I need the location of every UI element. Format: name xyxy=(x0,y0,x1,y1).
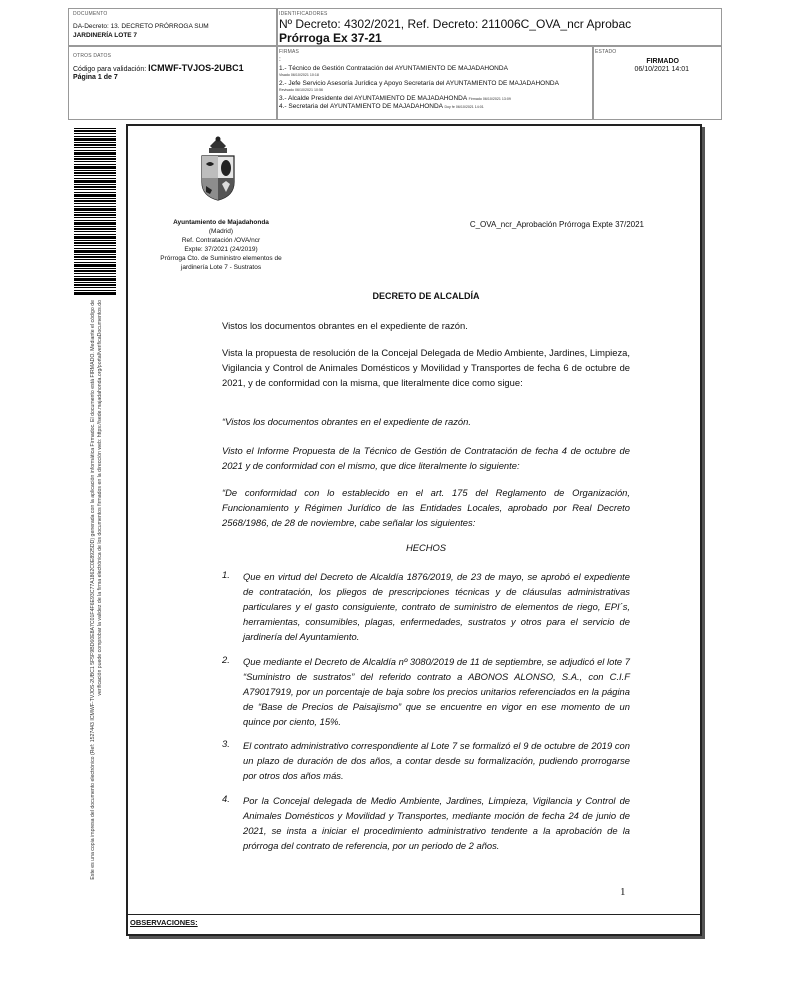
barcode-image xyxy=(74,128,116,296)
hechos-heading: HECHOS xyxy=(405,542,447,553)
organization-block xyxy=(148,218,294,272)
hecho-4-text: Por la Concejal delegada de Medio Ambiente, Jardines, Limpieza, Vigilancia y Control de Animales Domésticos y Movilidad y Transportes, mediante moción de fecha 24 de junio de 2021, se insta a iniciar el procedimiento administrativo tendente a la aprobación de la prórroga del contrato de referencia, por un periodo de 2 años. xyxy=(243,795,630,851)
side-note-line1: Este es una copia impresa del documento electrónico (Ref: 1527443 ICMWF-TVJOS-2UBC1 5F5F9BD60E8A7C01F4F6E93C77A1862C0E8925DD) generada con la aplicación informática Firmadoc. El documento está FIRMADO. Mediante el código de xyxy=(90,300,96,880)
otros-datos-box xyxy=(68,46,278,120)
firmas-colon: : xyxy=(279,56,281,63)
otros-label: OTROS DATOS xyxy=(73,53,112,59)
documento-box xyxy=(68,8,278,46)
firmas-label: FIRMAS xyxy=(279,49,300,55)
side-note-line2: verificación puede comprobar la validez de la firma electrónica de los documentos firmados en la dirección web: https://sede.majadahonda.org/portal/verificaDocumentos.do xyxy=(97,300,103,696)
coat-of-arms-icon xyxy=(196,134,240,204)
firma-4-sub: Doy fe 06/10/2021 14:01 xyxy=(444,105,484,109)
estado-label: ESTADO xyxy=(595,49,617,55)
org-line1: Ayuntamiento de Majadahonda xyxy=(173,219,269,226)
hecho-1-number: 1. xyxy=(222,569,230,580)
firma-4-text: 4.- Secretaria del AYUNTAMIENTO DE MAJADAHONDA xyxy=(279,103,443,110)
hecho-4-number: 4. xyxy=(222,793,230,804)
paragraph-1: Vistos los documentos obrantes en el expediente de razón. xyxy=(222,320,468,331)
paragraph-3: “Vistos los documentos obrantes en el expediente de razón. xyxy=(222,416,471,427)
documento-line1: DA-Decreto: 13. DECRETO PRÓRROGA SUM xyxy=(73,23,209,30)
org-line5: Prórroga Cto. de Suministro elementos de xyxy=(160,255,282,262)
documento-label: DOCUMENTO xyxy=(73,11,108,17)
org-line2: (Madrid) xyxy=(208,228,234,235)
hecho-1-text: Que en virtud del Decreto de Alcaldía 1876/2019, de 23 de mayo, se aprobó el expediente de contratación, los pliegos de prescripciones técnicas y de cláusulas administrativas particulares y el gasto consiguiente, contrato de suministro de elementos de riego, EPI´s, herramientas, consumibles, plagas, enfermedades, sustratos y otros para el servicio de jardinería del Ayuntamiento. xyxy=(243,571,630,642)
hecho-2-number: 2. xyxy=(222,654,230,665)
estado-date: 06/10/2021 14:01 xyxy=(634,66,689,73)
firma-2-sub: Revisado 06/10/2021 10:56 xyxy=(279,88,323,92)
decreto-number: Nº Decreto: 4302/2021, Ref. Decreto: 211006C_OVA_ncr Aprobac xyxy=(279,17,632,31)
hecho-2-text: Que mediante el Decreto de Alcaldía nº 3080/2019 de 11 de septiembre, se adjudicó el lote 7 “Suministro de sustratos” del referido contrato a ABONOS ALONSO, S.A., con C.I.F A79017919, por un porcentaje de baja sobre los precios unitarios referenciados en la página de “Base de Precios de Paisajismo” que se encuentre en vigor en ese momento de un quince por ciento, 15%. xyxy=(243,656,630,727)
estado-box xyxy=(592,46,722,120)
hecho-3-number: 3. xyxy=(222,738,230,749)
firma-1 xyxy=(279,65,508,79)
side-verification-note xyxy=(44,300,114,970)
paragraph-2: Vista la propuesta de resolución de la Concejal Delegada de Medio Ambiente, Jardines, Limpieza, Vigilancia y Control de Animales Domésticos y Movilidad y Transportes de fecha 6 de octubre de 2021, y de conformidad con la misma, que literalmente dice como sigue: xyxy=(222,347,630,388)
codigo-value: ICMWF-TVJOS-2UBC1 xyxy=(148,63,244,73)
estado-value: FIRMADO xyxy=(646,58,679,65)
firma-3 xyxy=(279,95,511,103)
codigo-label: Código para validación: xyxy=(73,66,147,73)
pagina-count: Página 1 de 7 xyxy=(73,74,118,81)
documento-line2: JARDINERÍA LOTE 7 xyxy=(73,32,138,39)
paragraph-4: Visto el Informe Propuesta de la Técnico de Gestión de Contratación de fecha 4 de octubre de 2021 y de conformidad con el mismo, que dice literalmente lo siguiente: xyxy=(222,445,630,471)
identificadores-label: IDENTIFICADORES xyxy=(279,11,328,17)
identificadores-box xyxy=(276,8,722,46)
paragraph-5: “De conformidad con lo establecido en el art. 175 del Reglamento de Organización, Funcionamiento y Régimen Jurídico de las Entidades Locales, aprobado por Real Decreto 2568/1986, de 28 de noviembre, cabe señalar los siguientes: xyxy=(222,487,630,528)
codigo-validacion xyxy=(73,63,244,73)
observaciones-label: OBSERVACIONES: xyxy=(130,918,198,927)
firma-2-text: 2.- Jefe Servicio Asesoría Jurídica y Apoyo Secretaría del AYUNTAMIENTO DE MAJADAHONDA xyxy=(279,80,559,87)
firma-3-text: 3.- Alcalde Presidente del AYUNTAMIENTO DE MAJADAHONDA xyxy=(279,95,467,102)
firma-2 xyxy=(279,80,559,94)
hecho-3-text: El contrato administrativo correspondiente al Lote 7 se formalizó el 9 de octubre de 2019 con un plazo de duración de dos años, a contar desde su formalización, pudiendo prorrogarse por otros dos años más. xyxy=(243,740,630,781)
document-reference: C_OVA_ncr_Aprobación Prórroga Expte 37/2021 xyxy=(469,220,644,229)
org-line3: Ref. Contratación /OVA/ncr xyxy=(181,237,261,244)
firma-1-sub: Visado 06/10/2021 10:18 xyxy=(279,73,319,77)
document-title: DECRETO DE ALCALDÍA xyxy=(372,291,480,301)
firma-3-sub: Firmado 06/10/2021 13:09 xyxy=(468,97,511,101)
observaciones-bar xyxy=(126,914,700,931)
page-number: 1 xyxy=(620,886,626,898)
firmas-box xyxy=(276,46,594,120)
org-line6: jardinería Lote 7 - Sustratos xyxy=(180,264,262,271)
org-line4: Expte: 37/2021 (24/2019) xyxy=(184,246,258,253)
decreto-line2: Prórroga Ex 37-21 xyxy=(279,31,382,45)
firma-1-text: 1.- Técnico de Gestión Contratación del AYUNTAMIENTO DE MAJADAHONDA xyxy=(279,65,508,72)
firma-4 xyxy=(279,103,484,111)
